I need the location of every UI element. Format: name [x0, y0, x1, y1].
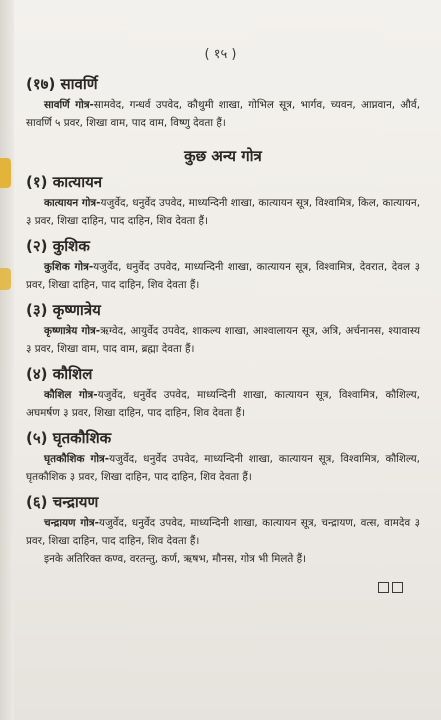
section-heading: (६) चन्द्रायण — [26, 493, 99, 511]
section-paragraph — [26, 450, 420, 486]
gotra-lead: कृष्णात्रेय गोत्र- — [44, 325, 101, 337]
gotra-text: यजुर्वेद, धनुर्वेद उपवेद, माध्यन्दिनी शाखा, कात्यायन सूत्र, चन्द्रायण, वत्स, वामदेव ३ प्रवर, शिखा दाहिन, पाद दाहिन, शिव देवता हैं। — [26, 517, 420, 547]
gotra-lead: कात्यायन गोत्र- — [44, 197, 101, 209]
section-heading: (१७) सावर्णि — [26, 75, 98, 93]
bookmark-tab — [0, 158, 11, 188]
page-number: ( १५ ) — [204, 47, 237, 62]
section-heading: (५) घृतकौशिक — [26, 429, 112, 447]
section-heading: (१) कात्यायन — [26, 173, 103, 191]
bookmark-tab — [0, 268, 11, 290]
section-paragraph — [26, 96, 420, 132]
other-gotra-title: कुछ अन्य गोत्र — [184, 147, 262, 165]
section-heading: (३) कृष्णात्रेय — [26, 301, 101, 319]
gotra-lead: सावर्णि गोत्र- — [44, 99, 94, 111]
gotra-lead: कुशिक गोत्र- — [44, 261, 94, 273]
gotra-text: यजुर्वेद, धनुर्वेद उपवेद, माध्यन्दिनी शाखा, कात्यायन सूत्र, विश्वामित्र, किल, कात्यायन, ३ प्रवर, शिखा दाहिन, पाद दाहिन, शिव देवता हैं। — [26, 197, 420, 227]
page-content — [26, 68, 420, 568]
gotra-text: सामवेद, गन्धर्व उपवेद, कौथुमी शाखा, गोभिल सूत्र, भार्गव, च्यवन, आप्नवान, और्व, सावर्णि ५ प्रवर, शिखा वाम, पाद वाम, विष्णु देवता हैं। — [26, 99, 420, 129]
gotra-text: ऋग्वेद, आयुर्वेद उपवेद, शाकल्य शाखा, आश्वालायन सूत्र, अत्रि, अर्चनानस, श्यावास्य ३ प्रवर, शिखा वाम, पाद वाम, ब्रह्मा देवता हैं। — [26, 325, 421, 355]
gotra-lead: घृतकौशिक गोत्र- — [44, 453, 110, 465]
gotra-lead: चन्द्रायण गोत्र- — [44, 517, 99, 529]
page-binding-edge — [0, 0, 14, 720]
section-paragraph — [26, 514, 420, 550]
gotra-lead: कौशिल गोत्र- — [44, 389, 98, 401]
section-paragraph — [26, 194, 420, 230]
square-ornament-icon — [392, 582, 403, 593]
section-paragraph — [26, 322, 420, 358]
end-ornament — [378, 582, 403, 593]
gotra-text: यजुर्वेद, धनुर्वेद उपवेद, माध्यन्दिनी शाखा, कात्यायन सूत्र, विश्वामित्र, कौशिल्य, घृतकौशिक ३ प्रवर, शिखा दाहिन, पाद दाहिन, शिव देवता हैं। — [26, 453, 420, 483]
section-heading: (२) कुशिक — [26, 237, 90, 255]
square-ornament-icon — [378, 582, 389, 593]
section-heading: (४) कौशिल — [26, 365, 93, 383]
closing-paragraph: इनके अतिरिक्त कण्व, वरतन्तु, कर्ण, ऋषभ, मौनस, गोत्र भी मिलते हैं। — [44, 553, 307, 565]
gotra-text: यजुर्वेद, धनुर्वेद उपवेद, माध्यन्दिनी शाखा, कात्यायन सूत्र, विश्वामित्र, कौशिल्य, अघमर्षण ३ प्रवर, शिखा दाहिन, पाद दाहिन, शिव देवता हैं। — [26, 389, 420, 419]
gotra-text: यजुर्वेद, धनुर्वेद उपवेद, माध्यन्दिनी शाखा, कात्यायन सूत्र, विश्वामित्र, देवरात, देवल ३ प्रवर, शिखा दाहिन, पाद दाहिन, शिव देवता हैं। — [26, 261, 420, 291]
section-paragraph — [26, 386, 420, 422]
section-paragraph — [26, 258, 420, 294]
